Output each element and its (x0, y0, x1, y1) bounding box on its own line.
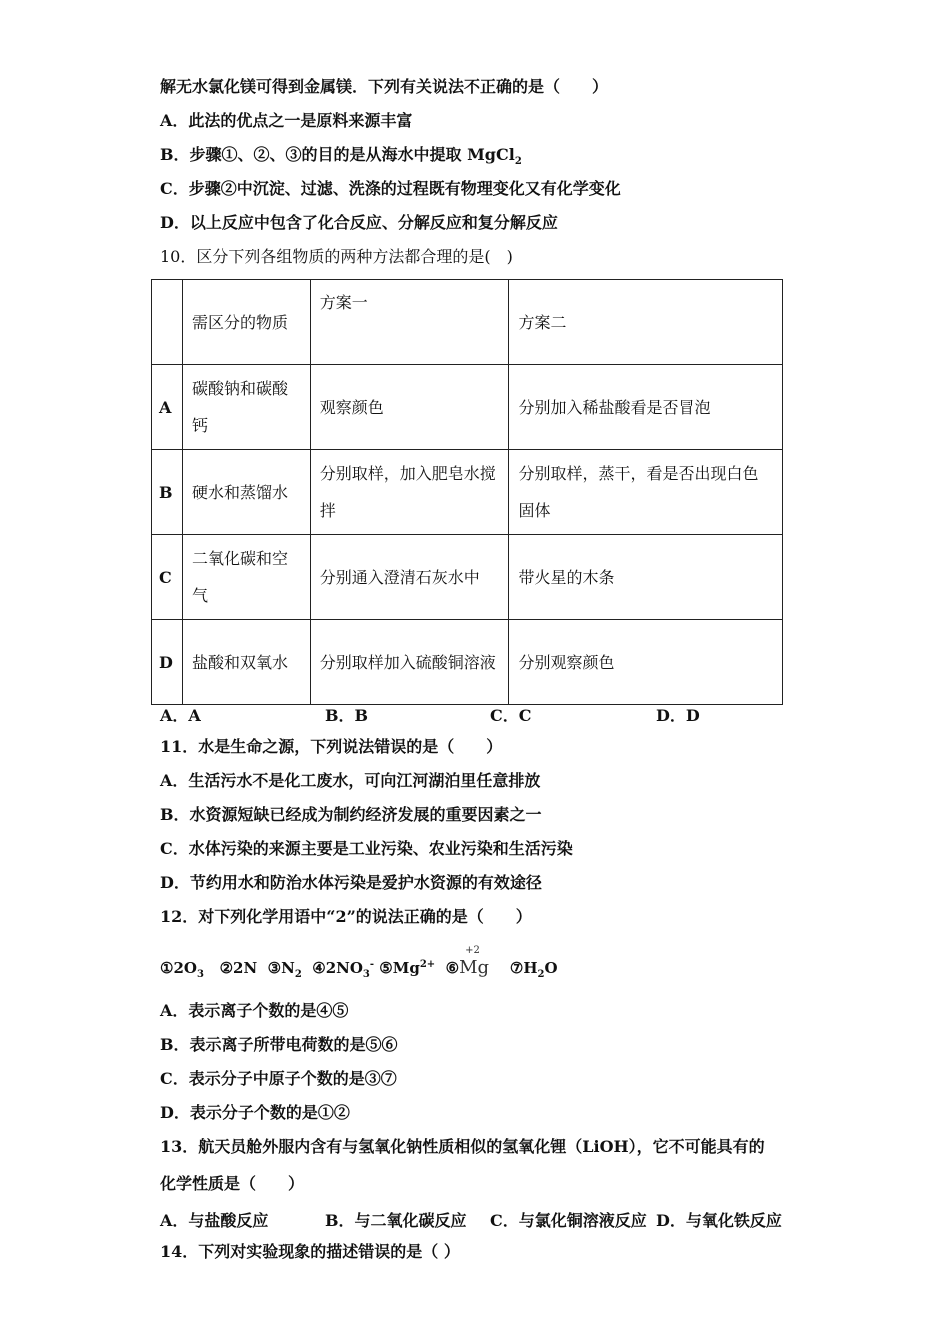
formula-1: $①2O_3$ (160, 959, 204, 980)
q12-option-b: B．表示离子所带电荷数的是⑤⑥ (160, 1035, 398, 1054)
q10-option-d: D．D (656, 706, 700, 725)
formula-7: $⑦H_2O$ (509, 959, 558, 980)
formula-2: ②2N (219, 959, 258, 977)
q10-option-c: C．C (490, 706, 532, 725)
q12-option-c: C．表示分子中原子个数的是③⑦ (160, 1069, 397, 1088)
q13-option-c: C．与氯化铜溶液反应 (490, 1211, 647, 1230)
q10-option-a: A．A (160, 706, 201, 725)
q13-option-a: A．与盐酸反应 (160, 1211, 269, 1230)
q10-row-plan1: 分别取样加入硫酸铜溶液 (310, 620, 509, 705)
q12-option-d: D．表示分子个数的是①② (160, 1103, 350, 1122)
q9-intro: 解无水氯化镁可得到金属镁．下列有关说法不正确的是（ ） (160, 77, 609, 96)
q10-row-plan2: 分别加入稀盐酸看是否冒泡 (509, 365, 783, 450)
q10-row-substance: 盐酸和双氧水 (182, 620, 310, 705)
q10-row-substance: 碳酸钠和碳酸钙 (182, 365, 310, 450)
q11-option-a: A．生活污水不是化工废水，可向江河湖泊里任意排放 (160, 771, 541, 790)
q9-option-c: C．步骤②中沉淀、过滤、洗涤的过程既有物理变化又有化学变化 (160, 179, 621, 198)
q9-option-d: D．以上反应中包含了化合反应、分解反应和复分解反应 (160, 213, 558, 232)
q10-row-label: A (152, 365, 183, 450)
formula-6: ⑥ +2 Mg (445, 945, 490, 978)
q9-option-a: A．此法的优点之一是原料来源丰富 (160, 111, 413, 130)
q10-row-plan1: 分别通入澄清石灰水中 (310, 535, 509, 620)
q10-header-label (152, 280, 183, 365)
formula-5: $⑤Mg^{2+}$ (379, 959, 436, 977)
q10-row-substance: 二氧化碳和空气 (182, 535, 310, 620)
q10-row-label: B (152, 450, 183, 535)
q9-option-b (160, 145, 522, 172)
q10-header-plan1: 方案一 (310, 280, 509, 365)
q10-row-a (152, 365, 783, 450)
q10-row-label: C (152, 535, 183, 620)
q10-row-plan2: 分别取样，蒸干，看是否出现白色固体 (509, 450, 783, 535)
q10-row-b (152, 450, 783, 535)
q10-table (151, 279, 783, 705)
q10-row-label: D (152, 620, 183, 705)
q11-option-d: D．节约用水和防治水体污染是爱护水资源的有效途径 (160, 873, 542, 892)
q10-header-row (152, 280, 783, 365)
q12-stem: 12．对下列化学用语中“2”的说法正确的是（ ） (160, 907, 532, 926)
q13-stem-line2: 化学性质是（ ） (160, 1174, 305, 1193)
q9-option-b-sub: 2 (514, 156, 522, 168)
q10-row-substance: 硬水和蒸馏水 (182, 450, 310, 535)
q14-stem: 14．下列对实验现象的描述错误的是（ ） (160, 1242, 460, 1261)
q10-row-c (152, 535, 783, 620)
q10-row-plan1: 观察颜色 (310, 365, 509, 450)
q12-option-a: A．表示离子个数的是④⑤ (160, 1001, 349, 1020)
formula-3: $③N_2$ (267, 959, 302, 980)
q9-option-b-text: B．步骤①、②、③的目的是从海水中提取 MgCl (160, 145, 515, 164)
q11-stem: 11．水是生命之源，下列说法错误的是（ ） (160, 737, 503, 756)
q13-option-d: D．与氧化铁反应 (656, 1211, 782, 1230)
q10-row-plan2: 分别观察颜色 (509, 620, 783, 705)
q13-stem-line1: 13．航天员舱外服内含有与氢氧化钠性质相似的氢氧化锂（LiOH），它不可能具有的 (160, 1137, 765, 1156)
q10-header-substance: 需区分的物质 (182, 280, 310, 365)
q10-header-plan2: 方案二 (509, 280, 783, 365)
q12-formulas (160, 945, 558, 985)
q11-option-b: B．水资源短缺已经成为制约经济发展的重要因素之一 (160, 805, 542, 824)
q11-option-c: C．水体污染的来源主要是工业污染、农业污染和生活污染 (160, 839, 573, 858)
q10-stem: 10．区分下列各组物质的两种方法都合理的是( ) (160, 247, 513, 266)
q10-row-plan2: 带火星的木条 (509, 535, 783, 620)
q13-option-b: B．与二氧化碳反应 (325, 1211, 467, 1230)
formula-4: $④2NO_3^-$ (312, 959, 375, 980)
q10-row-d (152, 620, 783, 705)
q10-option-b: B．B (325, 706, 369, 725)
q10-row-plan1: 分别取样，加入肥皂水搅拌 (310, 450, 509, 535)
